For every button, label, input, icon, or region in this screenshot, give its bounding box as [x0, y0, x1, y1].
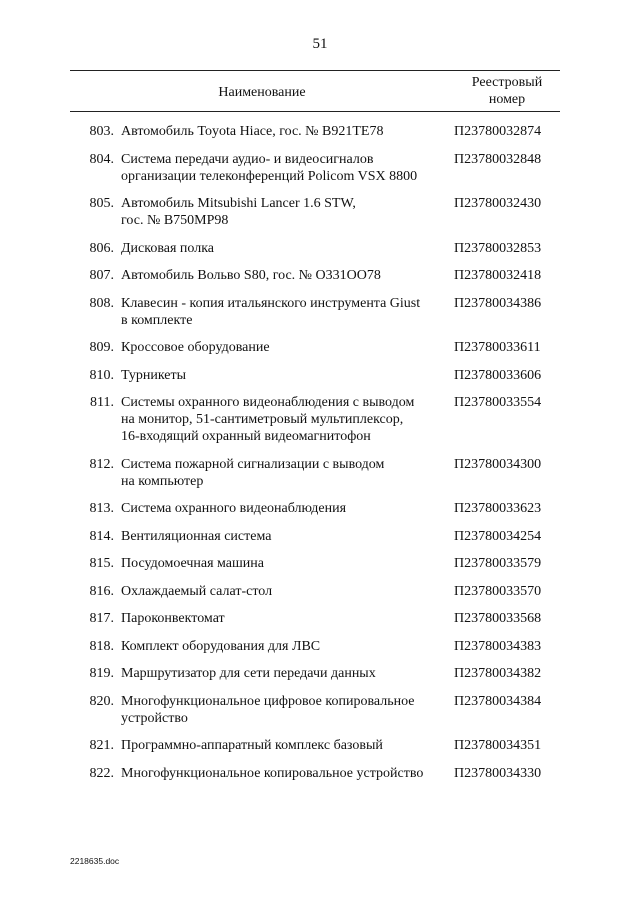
row-number: 815. [89, 556, 114, 571]
row-number: 808. [89, 295, 114, 311]
row-name-line: гос. № B750MP98 [121, 213, 229, 228]
row-number: 803. [89, 124, 114, 139]
row-number: 809. [89, 340, 114, 355]
row-name-line: Автомобиль Toyota Hiace, гос. № B921TE78 [121, 124, 384, 139]
row-name [118, 394, 452, 445]
row-name-line: Посудомоечная машина [121, 556, 265, 571]
row-name-line: Дисковая полка [121, 240, 215, 256]
row-name-line: 16-входящий охранный видеомагнитофон [121, 429, 371, 444]
row-name [118, 555, 452, 572]
row-registry-number: П23780032848 [454, 151, 542, 167]
row-name-line: Система передачи аудио- и видеосигналов [121, 151, 374, 167]
table-header [70, 70, 560, 112]
row-registry-number: П23780034330 [454, 765, 542, 781]
row-name [118, 195, 452, 229]
row-name [118, 693, 452, 727]
row-registry-number: П23780034254 [454, 528, 542, 544]
row-number: 821. [89, 738, 114, 753]
row-name [118, 665, 452, 682]
row-registry-number: П23780034384 [454, 693, 542, 709]
row-name [118, 123, 452, 140]
row-number: 806. [89, 240, 114, 256]
row-registry-number: П23780033554 [454, 395, 542, 410]
row-name-line: Автомобиль Вольво S80, гос. № O331OO78 [121, 268, 381, 283]
table-body [70, 123, 560, 782]
table-row [70, 195, 560, 229]
row-name [118, 638, 452, 655]
row-name [118, 500, 452, 517]
table-row [70, 123, 560, 140]
row-name-line: организации телеконференций Policom VSX 8800 [121, 168, 418, 184]
page-number: 51 [312, 36, 328, 52]
table-row [70, 267, 560, 284]
table-row [70, 367, 560, 384]
row-registry-number: П23780034382 [454, 666, 542, 681]
table-row [70, 737, 560, 754]
table-row [70, 638, 560, 655]
row-registry-number: П23780034383 [454, 638, 542, 654]
row-number: 816. [89, 583, 114, 599]
row-number: 804. [89, 151, 114, 167]
row-registry-number: П23780034386 [454, 295, 542, 311]
table-row [70, 456, 560, 490]
row-number: 810. [89, 367, 114, 383]
row-name-line: на компьютер [121, 473, 204, 489]
footer-filename: 2218635.doc [70, 856, 120, 866]
row-registry-number: П23780033611 [454, 340, 541, 355]
row-name [118, 610, 452, 627]
row-name-line: Комплект оборудования для ЛВС [121, 638, 321, 654]
row-name-line: Системы охранного видеонаблюдения с выводом [121, 395, 415, 410]
row-name-line: Турникеты [121, 367, 187, 383]
row-number: 819. [89, 666, 114, 681]
row-number: 814. [89, 528, 114, 544]
header-registry-line-2: номер [488, 92, 526, 107]
row-name [118, 267, 452, 284]
table-row [70, 555, 560, 572]
row-registry-number: П23780032853 [454, 240, 542, 256]
row-name-line: Автомобиль Mitsubishi Lancer 1.6 STW, [121, 196, 356, 211]
table-row [70, 339, 560, 356]
row-name [118, 367, 452, 384]
row-name [118, 240, 452, 257]
row-name-line: Многофункциональное цифровое копировальное [121, 693, 415, 709]
row-registry-number: П23780033623 [454, 501, 542, 516]
table-row [70, 528, 560, 545]
table-row [70, 765, 560, 782]
row-registry-number: П23780032418 [454, 268, 542, 283]
table-row [70, 240, 560, 257]
row-registry-number: П23780032430 [454, 196, 542, 211]
row-number: 817. [89, 611, 114, 626]
row-name [118, 295, 452, 329]
row-number: 813. [89, 501, 114, 516]
table-row [70, 693, 560, 727]
table-row [70, 151, 560, 185]
row-name-line: на монитор, 51-сантиметровый мультиплексор, [121, 412, 404, 427]
row-name-line: Система пожарной сигнализации с выводом [121, 456, 385, 472]
row-registry-number: П23780033606 [454, 367, 542, 383]
table-row [70, 665, 560, 682]
table-row [70, 500, 560, 517]
row-name-line: Маршрутизатор для сети передачи данных [121, 666, 376, 681]
row-registry-number: П23780034300 [454, 456, 542, 472]
row-name-line: Клавесин - копия итальянского инструмента Giust [121, 295, 421, 311]
row-name [118, 583, 452, 600]
row-registry-number: П23780034351 [454, 738, 542, 753]
row-number: 822. [89, 765, 114, 781]
row-number: 818. [89, 638, 114, 654]
row-name-line: Система охранного видеонаблюдения [121, 501, 347, 516]
row-registry-number: П23780033579 [454, 556, 542, 571]
row-name [118, 765, 452, 782]
row-name [118, 737, 452, 754]
row-name [118, 456, 452, 490]
registry-table [70, 70, 560, 792]
row-name-line: Вентиляционная система [121, 528, 272, 544]
row-name-line: Кроссовое оборудование [121, 340, 270, 355]
table-row [70, 583, 560, 600]
header-name: Наименование [218, 85, 306, 100]
row-registry-number: П23780033570 [454, 583, 542, 599]
row-name [118, 528, 452, 545]
row-name-line: Многофункциональное копировальное устройство [121, 765, 424, 781]
table-row [70, 610, 560, 627]
row-number: 811. [90, 395, 114, 410]
row-name-line: Программно-аппаратный комплекс базовый [121, 738, 383, 753]
header-registry-number [454, 74, 560, 108]
row-number: 805. [89, 196, 114, 211]
row-number: 807. [89, 268, 114, 283]
row-name-line: устройство [121, 710, 188, 726]
table-row [70, 394, 560, 445]
row-name-line: в комплекте [121, 312, 193, 328]
row-name-line: Охлаждаемый салат-стол [121, 583, 273, 599]
row-name-line: Пароконвектомат [121, 611, 225, 626]
row-number: 820. [89, 693, 114, 709]
row-name [118, 151, 452, 185]
row-name [118, 339, 452, 356]
header-registry-line-1: Реестровый [471, 75, 543, 90]
table-row [70, 295, 560, 329]
row-registry-number: П23780033568 [454, 611, 542, 626]
row-number: 812. [89, 456, 114, 472]
row-registry-number: П23780032874 [454, 124, 542, 139]
